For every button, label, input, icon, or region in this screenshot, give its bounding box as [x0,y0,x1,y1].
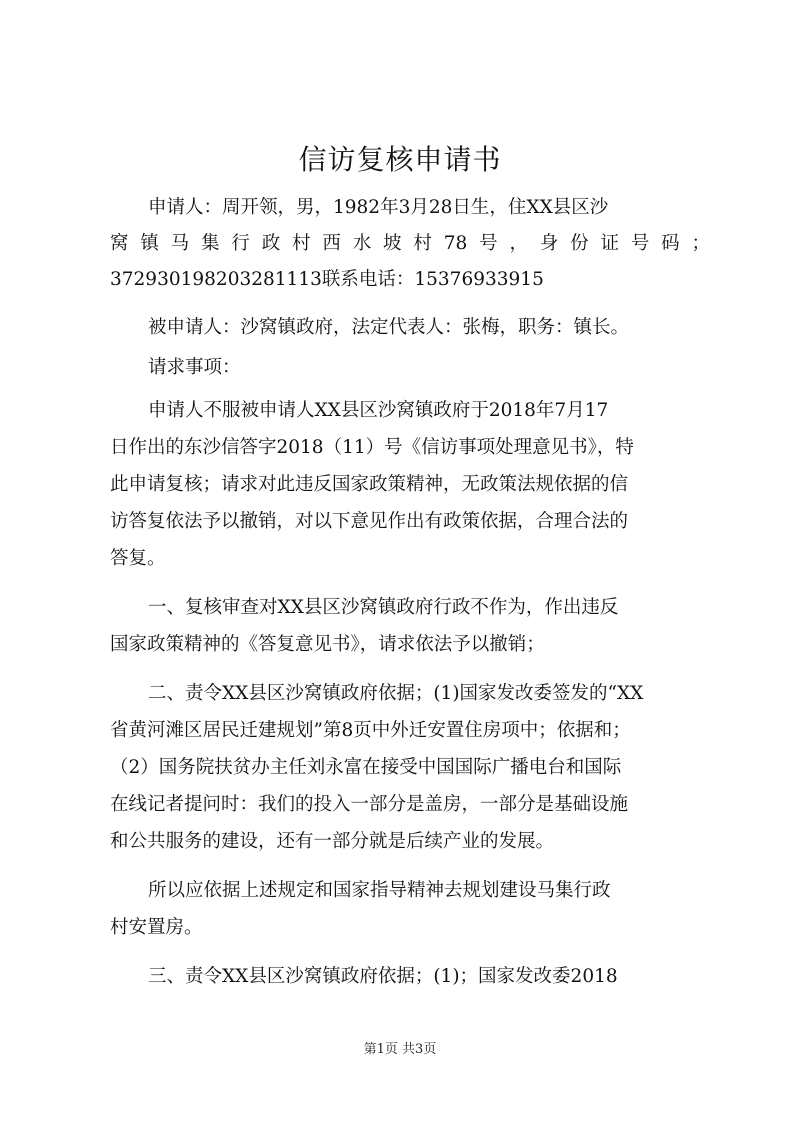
text-line: 被申请人：沙窝镇政府，法定代表人：张梅，职务：镇长。 [148,317,630,338]
text-line: 此申请复核；请求对此违反国家政策精神，无政策法规依据的信 [110,474,629,495]
text-line: 国家政策精神的《答复意见书》，请求依法予以撤销； [110,634,545,655]
text-line: 省黄河滩区居民迁建规划”第8页中外迁安置住房项中；依据和； [110,720,631,741]
text-line: 日作出的东沙信答字2018（11）号《信访事项处理意见书》，特 [110,437,634,458]
text-line: 申请人：周开领，男，1982年3月28日生，住XX县区沙 [148,197,609,218]
text-line: 答复。 [110,548,166,569]
document-title: 信访复核申请书 [298,143,502,176]
text-line: 在线记者提问时：我们的投入一部分是盖房，一部分是基础设施 [110,794,629,815]
text-line: 372930198203281113联系电话：15376933915 [110,269,544,290]
page-number: 第1页 共3页 [363,1042,437,1057]
text-line: 窝镇马集行政村西水坡村78号，身份证号码； [110,233,710,254]
text-line: （2）国务院扶贫办主任刘永富在接受中国国际广播电台和国际 [110,757,622,778]
text-line: 二、责令XX县区沙窝镇政府依据；(1)国家发改委签发的“XX [148,683,644,704]
text-line: 所以应依据上述规定和国家指导精神去规划建设马集行政 [148,880,611,901]
text-line: 三、责令XX县区沙窝镇政府依据；(1)；国家发改委2018 [148,966,618,987]
text-line: 请求事项： [148,357,241,378]
text-line: 申请人不服被申请人XX县区沙窝镇政府于2018年7月17 [148,400,609,421]
text-line: 村安置房。 [110,917,203,938]
text-line: 访答复依法予以撤销，对以下意见作出有政策依据，合理合法的 [110,511,629,532]
text-line: 一、复核审查对XX县区沙窝镇政府行政不作为，作出违反 [148,597,619,618]
text-line: 和公共服务的建设，还有一部分就是后续产业的发展。 [110,831,555,852]
